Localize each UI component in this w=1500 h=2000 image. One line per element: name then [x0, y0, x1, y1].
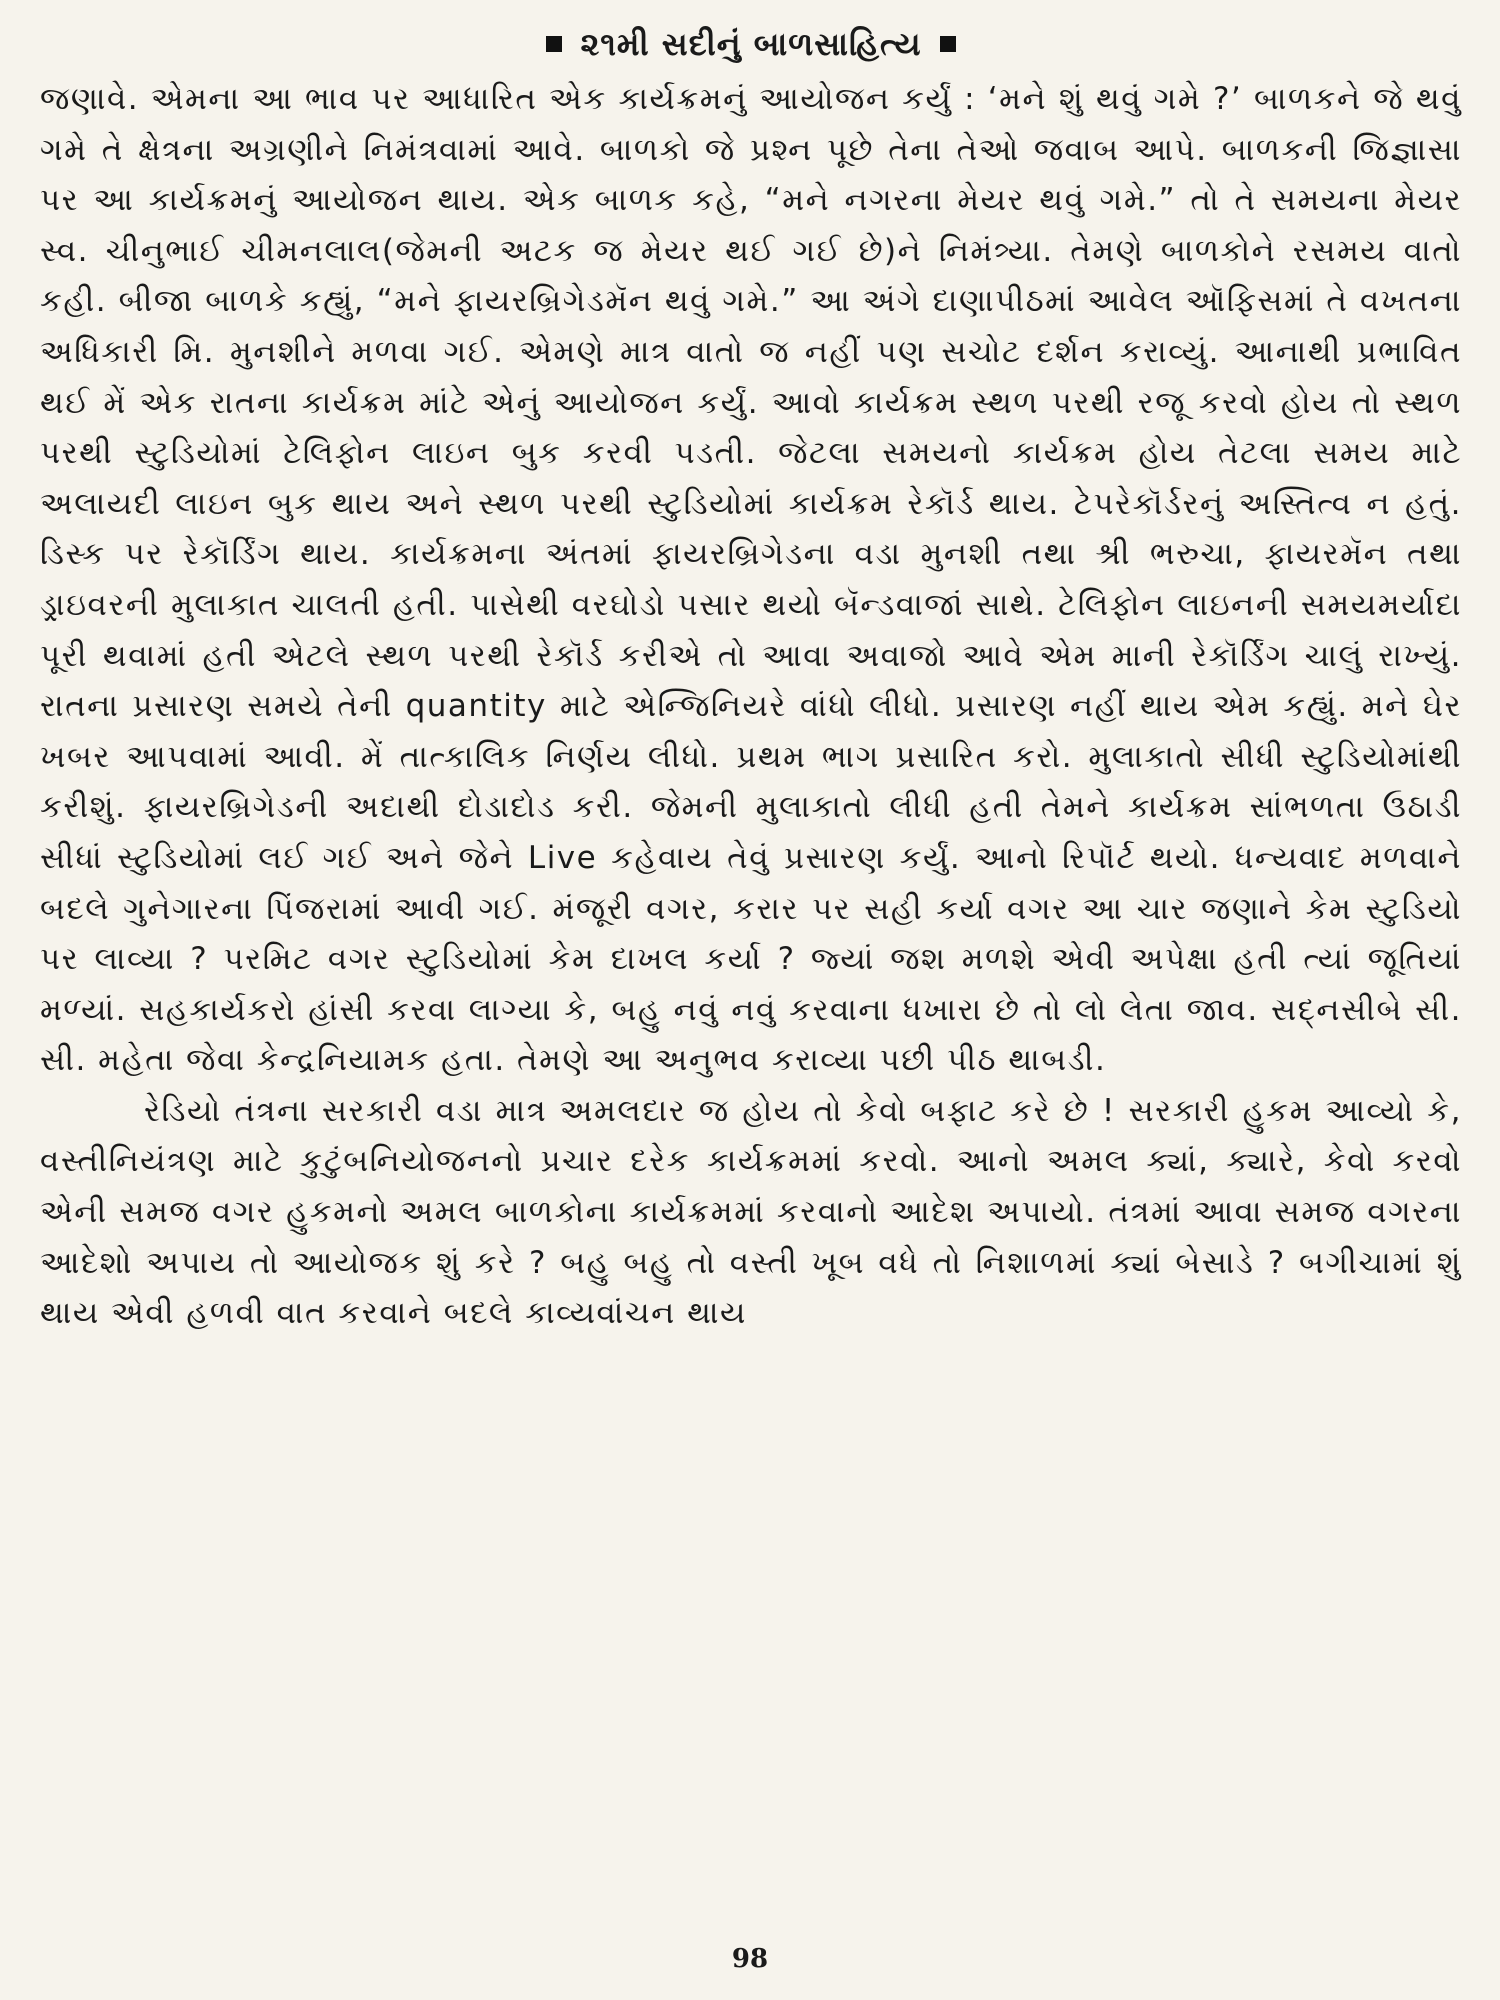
paragraph-2: રેડિયો તંત્રના સરકારી વડા માત્ર અમલદાર જ હોય તો કેવો બફાટ કરે છે ! સરકારી હુકમ આવ્યો કે, વસ્તીનિયંત્રણ માટે કુટુંબનિયોજનનો પ્રચાર દરેક કાર્યક્રમમાં કરવો. આનો અમલ ક્યાં, ક્યારે, કેવો કરવો એની સમજ વગર હુકમનો અમલ બાળકોના કાર્યક્રમમાં કરવાનો આદેશ અપાયો. તંત્રમાં આવા સમજ વગરના આદેશો અપાય તો આયોજક શું કરે ? બહુ બહુ તો વસ્તી ખૂબ વધે તો નિશાળમાં ક્યાં બેસાડે ? બગીચામાં શું થાય એવી હળવી વાત કરવાને બદલે કાવ્યવાંચન થાય: [40, 1092, 1462, 1332]
paragraph-1: જણાવે. એમના આ ભાવ પર આધારિત એક કાર્યક્રમનું આયોજન કર્યું : ‘મને શું થવું ગમે ?’ બાળકને જે થવું ગમે તે ક્ષેત્રના અગ્રણીને નિમંત્રવામાં આવે. બાળકો જે પ્રશ્ન પૂછે તેના તેઓ જવાબ આપે. બાળકની જિજ્ઞાસા પર આ કાર્યક્રમનું આયોજન થાય. એક બાળક કહે, “મને નગરના મેયર થવું ગમે.” તો તે સમયના મેયર સ્વ. ચીનુભાઈ ચીમનલાલ(જેમની અટક જ મેયર થઈ ગઈ છે)ને નિમંત્ર્યા. તેમણે બાળકોને રસમય વાતો કહી. બીજા બાળકે કહ્યું, “મને ફાયરબ્રિગેડમૅન થવું ગમે.” આ અંગે દાણાપીઠમાં આવેલ ઑફિસમાં તે વખતના અધિકારી મિ. મુનશીને મળવા ગઈ. એમણે માત્ર વાતો જ નહીં પણ સચોટ દર્શન કરાવ્યું. આનાથી પ્રભાવિત થઈ મેં એક રાતના કાર્યક્રમ માંટે એનું આયોજન કર્યું. આવો કાર્યક્રમ સ્થળ પરથી રજૂ કરવો હોય તો સ્થળ પરથી સ્ટુડિયોમાં ટેલિફોન લાઇન બુક કરવી પડતી. જેટલા સમયનો કાર્યક્રમ હોય તેટલા સમય માટે અલાયદી લાઇન બુક થાય અને સ્થળ પરથી સ્ટુડિયોમાં કાર્યક્રમ રેકૉર્ડ થાય. ટેપરેકૉર્ડરનું અસ્તિત્વ ન હતું. ડિસ્ક પર રેકૉર્ડિંગ થાય. કાર્યક્રમના અંતમાં ફાયરબ્રિગેડના વડા મુનશી તથા શ્રી ભરુચા, ફાયરમૅન તથા ડ્રાઇવરની મુલાકાત ચાલતી હતી. પાસેથી વરઘોડો પસાર થયો બૅન્ડવાજાં સાથે. ટેલિફોન લાઇનની સમયમર્યાદા પૂરી થવામાં હતી એટલે સ્થળ પરથી રેકૉર્ડ કરીએ તો આવા અવાજો આવે એમ માની રેકૉર્ડિંગ ચાલું રાખ્યું. રાતના પ્રસારણ સમયે તેની quantity માટે એન્જિનિયરે વાંધો લીધો. પ્રસારણ નહીં થાય એમ કહ્યું. મને ઘેર ખબર આપવામાં આવી. મેં તાત્કાલિક નિર્ણય લીધો. પ્રથમ ભાગ પ્રસારિત કરો. મુલાકાતો સીધી સ્ટુડિયોમાંથી કરીશું. ફાયરબ્રિગેડની અદાથી દોડાદોડ કરી. જેમની મુલાકાતો લીધી હતી તેમને કાર્યક્રમ સાંભળતા ઉઠાડી સીધાં સ્ટુડિયોમાં લઈ ગઈ અને જેને Live કહેવાય તેવું પ્રસારણ કર્યું. આનો રિપૉર્ટ થયો. ધન્યવાદ મળવાને બદલે ગુનેગારના પિંજરામાં આવી ગઈ. મંજૂરી વગર, કરાર પર સહી કર્યા વગર આ ચાર જણાને કેમ સ્ટુડિયો પર લાવ્યા ? પરમિટ વગર સ્ટુડિયોમાં કેમ દાખલ કર્યા ? જ્યાં જશ મળશે એવી અપેક્ષા હતી ત્યાં જૂતિયાં મળ્યાં. સહકાર્યકરો હાંસી કરવા લાગ્યા કે, બહુ નવું નવું કરવાના ધખારા છે તો લો લેતા જાવ. સદ્નસીબે સી. સી. મહેતા જેવા કેન્દ્રનિયામક હતા. તેમણે આ અનુભવ કરાવ્યા પછી પીઠ થાબડી.: [40, 81, 1462, 1079]
header-left-square-icon: [546, 36, 562, 52]
running-header: [40, 22, 1462, 66]
header-title: ૨૧મી સદીનું બાળસાહિત્ય: [580, 25, 922, 63]
page-number: 98: [731, 1944, 769, 1974]
header-right-square-icon: [940, 36, 956, 52]
